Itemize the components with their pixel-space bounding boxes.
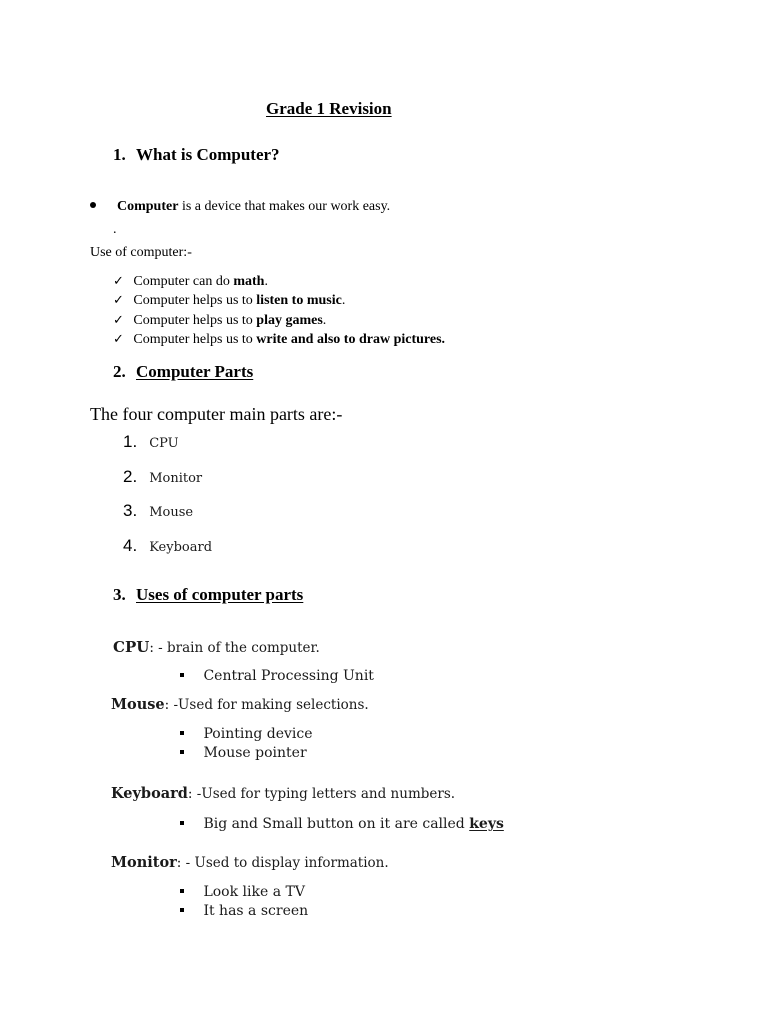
use-item: ✓ Computer helps us to listen to music.: [113, 293, 346, 308]
page-title: Grade 1 Revision: [266, 99, 392, 118]
part-item: 3. Mouse: [123, 501, 194, 520]
definition-text: is a device that makes our work easy.: [178, 199, 391, 214]
square-bullet-icon: [180, 821, 184, 825]
section-1-title: What is Computer?: [136, 145, 280, 164]
use-item: ✓ Computer can do math.: [113, 274, 268, 289]
checkmark-icon: ✓: [113, 274, 124, 289]
keyboard-bullet: Big and Small button on it are called keys: [180, 816, 504, 832]
part-item: 4. Keyboard: [123, 536, 213, 555]
use-item: ✓ Computer helps us to write and also to draw pictures.: [113, 332, 446, 347]
section-1-heading: [113, 145, 280, 165]
uses-label: Use of computer:-: [90, 245, 192, 260]
mouse-bullet: Mouse pointer: [180, 745, 307, 761]
cpu-definition: CPU: - brain of the computer.: [113, 638, 320, 656]
section-3-number: 3.: [113, 585, 126, 604]
square-bullet-icon: [180, 889, 184, 893]
section-3-heading: [113, 585, 303, 605]
monitor-bullet: Look like a TV: [180, 884, 305, 900]
section-2-number: 2.: [113, 362, 126, 381]
square-bullet-icon: [180, 750, 184, 754]
mouse-definition: Mouse: -Used for making selections.: [111, 696, 369, 713]
part-item: 1. CPU: [123, 432, 179, 451]
square-bullet-icon: [180, 673, 184, 677]
section-1-number: 1.: [113, 145, 126, 164]
part-item: 2. Monitor: [123, 467, 203, 486]
section-2-title: Computer Parts: [136, 362, 254, 381]
use-item: ✓ Computer helps us to play games.: [113, 313, 327, 328]
parts-intro: The four computer main parts are:-: [90, 404, 343, 424]
mouse-bullet: Pointing device: [180, 726, 313, 742]
checkmark-icon: ✓: [113, 332, 124, 347]
square-bullet-icon: [180, 908, 184, 912]
section-2-heading: [113, 362, 253, 382]
stray-dot: .: [113, 222, 117, 237]
monitor-definition: Monitor: - Used to display information.: [111, 854, 389, 871]
computer-definition: [90, 199, 390, 215]
square-bullet-icon: [180, 731, 184, 735]
definition-term: Computer: [117, 199, 179, 214]
bullet-dot-icon: [90, 202, 96, 208]
cpu-bullet: Central Processing Unit: [180, 668, 374, 684]
keyboard-definition: Keyboard: -Used for typing letters and numbers.: [111, 785, 456, 802]
section-3-title: Uses of computer parts: [136, 585, 304, 604]
checkmark-icon: ✓: [113, 293, 124, 308]
monitor-bullet: It has a screen: [180, 903, 308, 919]
checkmark-icon: ✓: [113, 313, 124, 328]
